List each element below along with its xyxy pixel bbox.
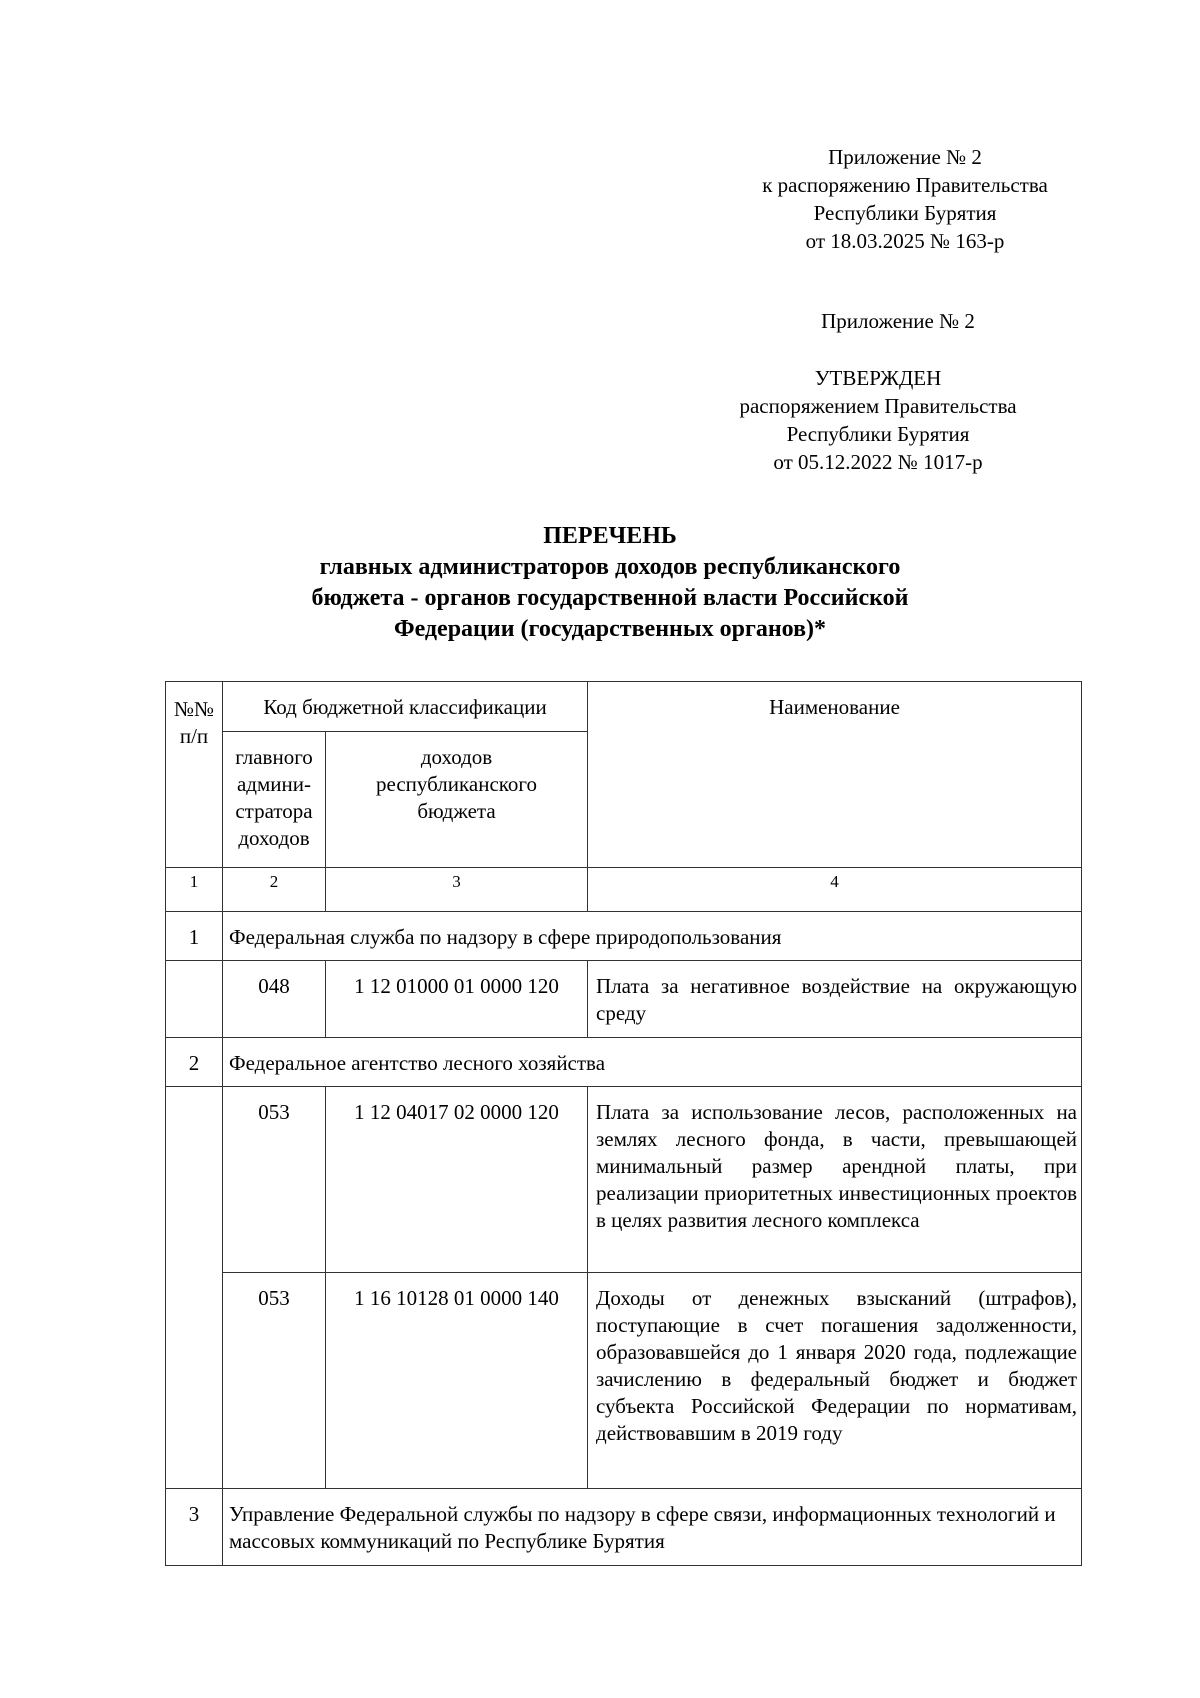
title-line: Федерации (государственных органов)* — [393, 616, 827, 642]
header-num: №№ п/п — [166, 682, 223, 868]
column-number: 1 — [166, 868, 223, 912]
table-row — [166, 961, 1082, 1038]
group-number: 1 — [166, 912, 223, 961]
income-name: Плата за негативное воздействие на окружающую среду — [588, 961, 1082, 1038]
document-title — [150, 521, 1070, 645]
title-line: бюджета - органов государственной власти Российской — [311, 585, 909, 611]
income-name: Доходы от денежных взысканий (штрафов), поступающие в счет погашения задолженности, образовавшейся до 1 января 2020 года, подлежащие зачислению в федеральный бюджет и бюджет субъекта Российской Федерации по нормативам, действовавшим в 2019 году — [588, 1273, 1082, 1489]
income-code: 1 16 10128 01 0000 140 — [326, 1273, 588, 1489]
group-row — [166, 1489, 1082, 1566]
group-row — [166, 1038, 1082, 1087]
appendix-current-line: к распоряжению Правительства — [762, 173, 1048, 197]
appendix-current-line: от 18.03.2025 № 163-р — [805, 229, 1005, 253]
appendix-current-line: Республики Бурятия — [813, 201, 997, 225]
admin-code: 053 — [223, 1273, 326, 1489]
column-number-row — [166, 868, 1082, 912]
admin-code: 053 — [223, 1087, 326, 1273]
income-code: 1 12 01000 01 0000 120 — [326, 961, 588, 1038]
appendix-original-header — [778, 307, 1018, 335]
approval-line: УТВЕРЖДЕН — [814, 366, 942, 390]
table-row — [166, 1087, 1082, 1273]
approval-line: от 05.12.2022 № 1017-р — [773, 450, 983, 474]
appendix-current-line: Приложение № 2 — [828, 145, 982, 169]
approval-line: Республики Бурятия — [786, 422, 970, 446]
table-row — [166, 1273, 1082, 1489]
appendix-current-header — [735, 143, 1075, 255]
group-organization: Федеральная служба по надзору в сфере природопользования — [223, 912, 1082, 961]
title-line: ПЕРЕЧЕНЬ — [543, 523, 677, 549]
title-line: главных администраторов доходов республиканского — [319, 554, 901, 580]
column-number: 4 — [588, 868, 1082, 912]
group-number: 3 — [166, 1489, 223, 1566]
column-number: 3 — [326, 868, 588, 912]
income-name: Плата за использование лесов, расположенных на землях лесного фонда, в части, превышающей минимальный размер арендной платы, при реализации приоритетных инвестиционных проектов в целях развития лесного комплекса — [588, 1087, 1082, 1273]
empty-num-cell — [166, 1087, 223, 1489]
group-row — [166, 912, 1082, 961]
header-admin: главного админи- стратора доходов — [223, 732, 326, 868]
administrators-table — [165, 681, 1082, 1566]
appendix-original-label: Приложение № 2 — [821, 309, 975, 333]
empty-num-cell — [166, 961, 223, 1038]
income-code: 1 12 04017 02 0000 120 — [326, 1087, 588, 1273]
header-code-group: Код бюджетной классификации — [223, 682, 588, 732]
approval-line: распоряжением Правительства — [739, 394, 1017, 418]
approval-stamp — [708, 364, 1048, 476]
group-organization: Управление Федеральной службы по надзору в сфере связи, информационных технологий и массовых коммуникаций по Республике Бурятия — [223, 1489, 1082, 1566]
header-name: Наименование — [588, 682, 1082, 868]
column-number: 2 — [223, 868, 326, 912]
group-number: 2 — [166, 1038, 223, 1087]
admin-code: 048 — [223, 961, 326, 1038]
header-row — [166, 682, 1082, 732]
group-organization: Федеральное агентство лесного хозяйства — [223, 1038, 1082, 1087]
header-income: доходов республиканского бюджета — [326, 732, 588, 868]
